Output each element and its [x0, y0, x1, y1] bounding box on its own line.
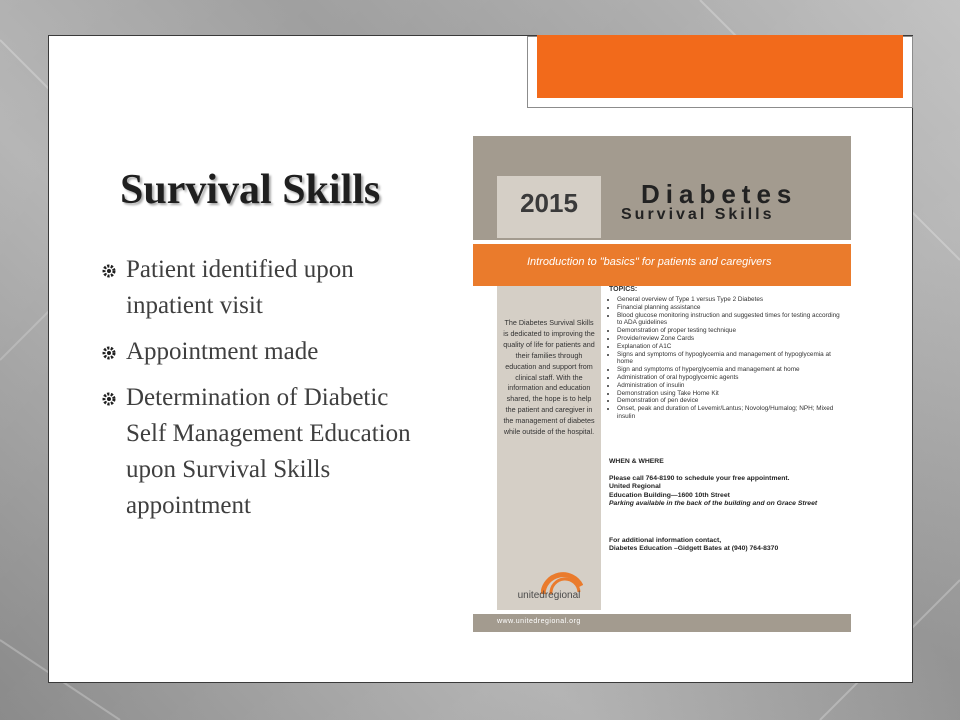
flyer-contact-line: Diabetes Education –Gidgett Bates at (940) 764-8370 [609, 545, 779, 553]
flyer-topic-item: • Demonstration of pen device [617, 397, 843, 405]
flyer-topic-item: • Explanation of A1C [617, 343, 843, 351]
flyer-topic-item: • Signs and symptoms of hypoglycemia and management of hypoglycemia at home [617, 351, 843, 367]
flyer-when-line: Please call 764-8190 to schedule your free appointment. [609, 475, 790, 482]
flyer-year-box [497, 176, 601, 238]
flyer-topic-item: • Blood glucose monitoring instruction and suggested times for testing according to ADA guidelines [617, 312, 843, 328]
flyer-topics-heading: TOPICS: [609, 286, 638, 293]
flyer-band-text: Introduction to "basics" for patients and caregivers [527, 256, 772, 268]
flyer-topic-item: • Administration of oral hypoglycemic agents [617, 374, 843, 382]
flyer-when-line: United Regional [609, 483, 661, 491]
flyer-band [473, 242, 851, 286]
bullet-item [102, 380, 432, 524]
flyer-when-line: Education Building—1600 10th Street [609, 491, 730, 499]
flyer-logo-text: unitedregional [517, 590, 581, 601]
bullet-item [102, 252, 432, 324]
flyer-footer-url: www.unitedregional.org [497, 618, 581, 625]
flyer-topic-item: • Financial planning assistance [617, 304, 843, 312]
flyer-topic-item: • General overview of Type 1 versus Type 2 Diabetes [617, 296, 843, 304]
flyer-title-line1: Diabetes [641, 179, 798, 209]
flyer-when-heading: WHEN & WHERE [609, 458, 664, 465]
bullet-text: Appointment made [126, 338, 319, 365]
bullet-item [102, 334, 432, 370]
flyer-footer [473, 614, 851, 632]
flyer-topic-item: • Sign and symptoms of hyperglycemia and management at home [617, 366, 843, 374]
bullet-list [102, 252, 432, 534]
bullet-text: Patient identified upon inpatient visit [126, 256, 354, 319]
bullet-text: Determination of Diabetic Self Management Education upon Survival Skills appointment [126, 384, 411, 519]
flyer-topic-item: • Provide/review Zone Cards [617, 335, 843, 343]
flyer-topic-item: • Onset, peak and duration of Levemir/Lantus; Novolog/Humalog; NPH; Mixed insulin [617, 405, 843, 421]
flyer-topic-item: • Administration of insulin [617, 382, 843, 390]
flyer-contact-line: For additional information contact, [609, 536, 722, 544]
orange-accent-tab [527, 36, 913, 108]
flyer-topic-item: • Demonstration of proper testing technique [617, 327, 843, 335]
orange-accent-fill [537, 35, 903, 98]
flyer-sidebar [497, 286, 601, 610]
flyer-title-line2: Survival Skills [621, 206, 775, 223]
slide-title: Survival Skills [120, 167, 381, 213]
gear-bullet-icon [102, 392, 116, 406]
flyer-header [473, 136, 851, 240]
flyer-topic-list [607, 296, 843, 421]
flyer-topics [607, 286, 843, 421]
gear-bullet-icon [102, 346, 116, 360]
diabetes-flyer-image [473, 136, 851, 632]
gear-bullet-icon [102, 264, 116, 278]
flyer-side-text: The Diabetes Survival Skills is dedicated to improving the quality of life for patients and their families through education and support from clinical staff. With the information and education shared, the hope is to help the patient and caregiver in the management of diabetes while outside of the hospital. [503, 318, 595, 437]
flyer-year: 2015 [520, 188, 578, 218]
flyer-topic-item: • Demonstration using Take Home Kit [617, 390, 843, 398]
flyer-when-where [609, 458, 841, 553]
flyer-when-line: Parking available in the back of the building and on Grace Street [609, 500, 818, 508]
